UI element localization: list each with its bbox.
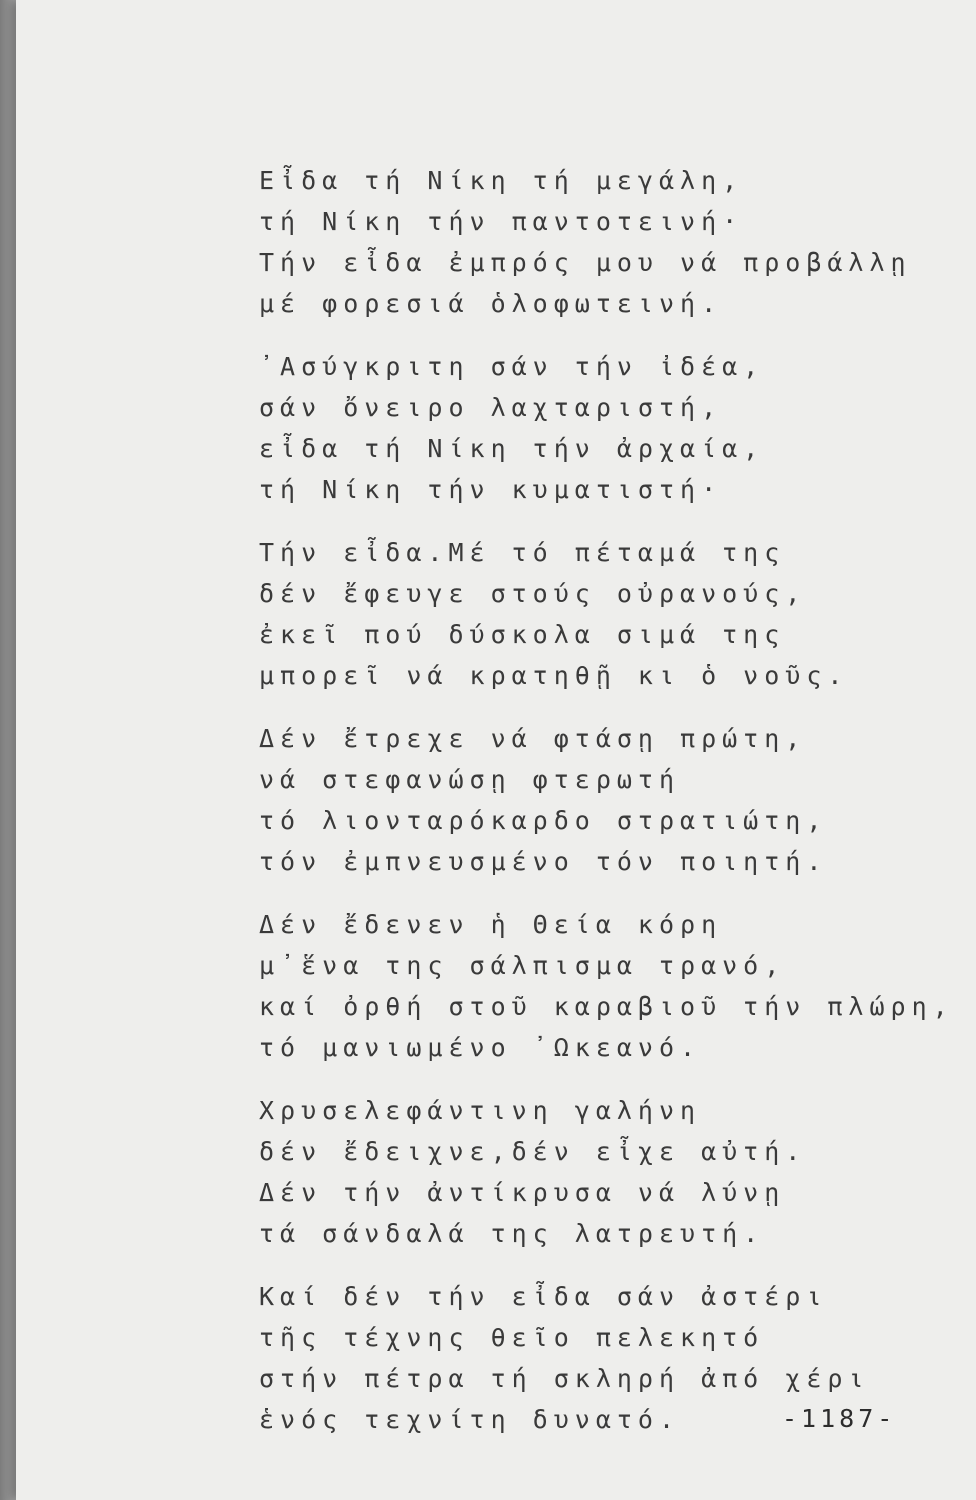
stanza-4 — [259, 718, 879, 882]
poem-line: νά στεφανώσῃ φτερωτή — [259, 765, 681, 794]
poem-line: Τήν εἶδα.Μέ τό πέταμά της — [259, 538, 786, 567]
poem-line: ᾿Ασύγκριτη σάν τήν ἰδέα, — [259, 352, 765, 381]
poem-line: μπορεῖ νά κρατηθῇ κι ὁ νοῦς. — [259, 661, 849, 690]
poem-line: στήν πέτρα τή σκληρή ἀπό χέρι — [259, 1364, 870, 1393]
stanza-3 — [259, 532, 879, 696]
stanza-2 — [259, 346, 879, 510]
poem-line: τῆς τέχνης θεῖο πελεκητό — [259, 1323, 765, 1352]
poem-line: μ᾿ἕνα της σάλπισμα τρανό, — [259, 951, 786, 980]
poem-line: τά σάνδαλά της λατρευτή. — [259, 1219, 765, 1248]
page-edge — [0, 0, 16, 1500]
page-number: -1187- — [782, 1404, 897, 1433]
poem-line: Δέν ἔδενεν ἡ Θεία κόρη — [259, 910, 723, 939]
poem-line: δέν ἔδειχνε,δέν εἶχε αὐτή. — [259, 1137, 807, 1166]
poem-line: τή Νίκη τήν παντοτεινή· — [259, 207, 744, 236]
poem-line: τόν ἐμπνευσμένο τόν ποιητή. — [259, 847, 828, 876]
poem-line: ἑνός τεχνίτη δυνατό. — [259, 1405, 681, 1434]
poem-line: εἶδα τή Νίκη τήν ἀρχαία, — [259, 434, 765, 463]
poem-line: δέν ἔφευγε στούς οὐρανούς, — [259, 579, 807, 608]
poem-body — [259, 160, 954, 1462]
poem-line: Δέν τήν ἀντίκρυσα νά λύνῃ — [259, 1178, 786, 1207]
poem-line: Τήν εἶδα ἐμπρός μου νά προβάλλῃ — [259, 248, 912, 277]
stanza-5 — [259, 904, 954, 1068]
poem-line: μέ φορεσιά ὁλοφωτεινή. — [259, 289, 723, 318]
poem-line: τό λιονταρόκαρδο στρατιώτη, — [259, 806, 828, 835]
stanza-1 — [259, 160, 912, 324]
poem-line: Καί δέν τήν εἶδα σάν ἀστέρι — [259, 1282, 828, 1311]
poem-line: τή Νίκη τήν κυματιστή· — [259, 475, 723, 504]
stanza-6 — [259, 1090, 879, 1254]
poem-line: Δέν ἔτρεχε νά φτάσῃ πρώτη, — [259, 724, 807, 753]
poem-line: ἐκεῖ πού δύσκολα σιμά της — [259, 620, 786, 649]
poem-line: τό μανιωμένο ᾿Ωκεανό. — [259, 1033, 702, 1062]
document-page — [16, 0, 976, 1500]
poem-line: σάν ὄνειρο λαχταριστή, — [259, 393, 723, 422]
poem-line: Χρυσελεφάντινη γαλήνη — [259, 1096, 702, 1125]
poem-line: καί ὀρθή στοῦ καραβιοῦ τήν πλώρη, — [259, 992, 954, 1021]
poem-line: Εἶδα τή Νίκη τή μεγάλη, — [259, 166, 744, 195]
